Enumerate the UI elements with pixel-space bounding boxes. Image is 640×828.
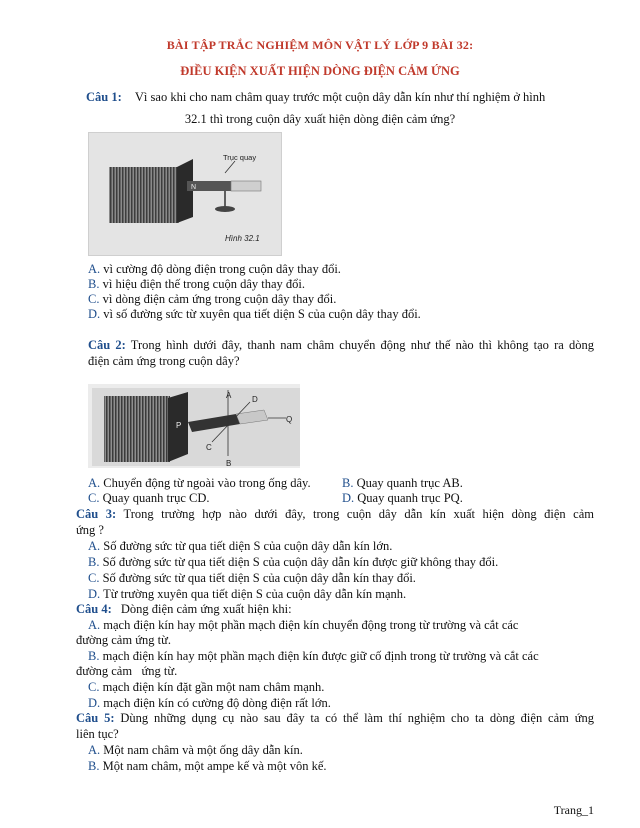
question-1-line-1 — [86, 90, 545, 105]
option-label: D. — [88, 307, 101, 321]
option-label: A. — [88, 476, 101, 490]
axis-label-d: D — [252, 395, 258, 404]
question-3-option-a — [88, 539, 392, 554]
option-label: C. — [88, 680, 100, 694]
option-text: Một nam châm, một ampe kế và một vôn kế. — [102, 759, 327, 773]
question-3-text: Trong trường hợp nào dưới đây, trong cuộn dây dẫn kín xuất hiện dòng điện cảm — [123, 507, 594, 521]
option-text: Quay quanh trục AB. — [356, 476, 463, 490]
question-5-option-a — [88, 743, 303, 758]
question-2-text: Trong hình dưới đây, thanh nam châm chuyển động như thế nào thì không tạo ra dòng — [130, 338, 594, 352]
question-4-option-b — [88, 649, 539, 664]
axis-label-c: C — [206, 443, 212, 452]
question-5-option-b — [88, 759, 327, 774]
question-1-option-d — [88, 307, 421, 322]
axis-label-p: P — [176, 421, 182, 430]
option-text: Quay quanh trục CD. — [102, 491, 210, 505]
question-2-option-a — [88, 476, 311, 491]
option-text: mạch điện kín đặt gần một nam châm mạnh. — [102, 680, 325, 694]
question-1-option-c — [88, 292, 336, 307]
question-2-option-d — [342, 491, 463, 506]
question-4-option-c — [88, 680, 324, 695]
question-5-label: Câu 5: — [76, 711, 115, 725]
coil-shape — [109, 167, 179, 223]
option-label: C. — [88, 571, 100, 585]
question-1-line-2: 32.1 thì trong cuộn dây xuất hiện dòng điện cảm ứng? — [184, 112, 456, 126]
question-3-label: Câu 3: — [76, 507, 117, 521]
question-4-text: Dòng điện cảm ứng xuất hiện khi: — [120, 602, 292, 616]
question-4-label: Câu 4: — [76, 602, 112, 616]
question-5-text: Dùng những dụng cụ nào sau đây ta có thể làm thí nghiệm cho ta dòng điện cảm ứng — [120, 711, 594, 725]
option-text: mạch điện kín có cường độ dòng điện rất lớn. — [103, 696, 331, 710]
option-label: B. — [342, 476, 354, 490]
option-text: mạch điện kín hay một phần mạch điện kín chuyển động trong từ trường và cắt các — [103, 618, 519, 632]
question-4-option-d — [88, 696, 331, 711]
figure-32-1 — [88, 132, 282, 256]
option-text: vì cường độ dòng điện trong cuộn dây thay đổi. — [103, 262, 341, 276]
magnet-light-half — [231, 181, 261, 191]
option-text: vì dòng điện cảm ứng trong cuộn dây thay đổi. — [102, 292, 337, 306]
question-3-option-b — [88, 555, 498, 570]
axis-label-b: B — [226, 459, 232, 468]
option-text: Từ trường xuyên qua tiết diện S của cuộn dây dẫn kín mạnh. — [103, 587, 407, 601]
question-1-option-b — [88, 277, 305, 292]
axis-label-q: Q — [286, 415, 293, 424]
question-4-option-a-cont: đường cảm ứng từ. — [76, 633, 171, 647]
axis-label-pointer — [225, 161, 235, 173]
option-label: D. — [342, 491, 355, 505]
question-3-line-2: ứng ? — [76, 523, 104, 537]
figure-magnet-axes — [88, 384, 300, 468]
figure-caption: Hình 32.1 — [225, 234, 260, 243]
option-label: C. — [88, 491, 100, 505]
option-text: mạch điện kín hay một phần mạch điện kín được giữ cố định trong từ trường và cắt các — [102, 649, 539, 663]
option-text: vì hiệu điện thế trong cuộn dây thay đổi. — [102, 277, 305, 291]
question-1-label: Câu 1: — [86, 90, 122, 104]
question-4-option-a — [88, 618, 518, 633]
option-label: C. — [88, 292, 100, 306]
option-label: B. — [88, 759, 100, 773]
question-2-line-1 — [88, 338, 594, 353]
page-footer: Trang_1 — [553, 803, 594, 817]
option-label: B. — [88, 277, 100, 291]
coil-shape — [104, 396, 170, 462]
axis-base — [215, 206, 235, 212]
question-2-option-b — [342, 476, 463, 491]
question-1-option-a — [88, 262, 341, 277]
question-5-line-1 — [76, 711, 594, 726]
option-label: A. — [88, 262, 101, 276]
option-text: Số đường sức từ qua tiết diện S của cuộn dây dẫn kín thay đổi. — [102, 571, 416, 585]
magnet-pole-label: N — [191, 184, 197, 191]
option-text: Quay quanh trục PQ. — [357, 491, 463, 505]
axis-label-a: A — [226, 391, 232, 400]
option-text: vì số đường sức từ xuyên qua tiết diện S của cuộn dây thay đổi. — [103, 307, 421, 321]
figure-magnet-axes-drawing — [88, 384, 300, 468]
question-1-text: Vì sao khi cho nam châm quay trước một cuộn dây dẫn kín như thí nghiệm ở hình — [134, 90, 546, 104]
question-5-line-2: liên tục? — [76, 727, 119, 741]
question-2-line-2: điện cảm ứng trong cuộn dây? — [88, 354, 240, 368]
option-label: B. — [88, 649, 100, 663]
document-title: BÀI TẬP TRẮC NGHIỆM MÔN VẬT LÝ LỚP 9 BÀI 32: — [166, 38, 474, 52]
option-label: D. — [88, 696, 101, 710]
option-label: B. — [88, 555, 100, 569]
option-text: Số đường sức từ qua tiết diện S của cuộn dây dẫn kín được giữ không thay đổi. — [102, 555, 499, 569]
option-label: A. — [88, 618, 101, 632]
question-4-line-1 — [76, 602, 292, 617]
question-3-option-c — [88, 571, 416, 586]
question-3-line-1 — [76, 507, 594, 522]
question-3-option-d — [88, 587, 406, 602]
option-text: Một nam châm và một ống dây dẫn kín. — [103, 743, 303, 757]
document-subtitle: ĐIỀU KIỆN XUẤT HIỆN DÒNG ĐIỆN CẢM ỨNG — [180, 64, 460, 78]
question-4-option-b-cont: đường cảm ứng từ. — [76, 664, 178, 678]
option-text: Số đường sức từ qua tiết diện S của cuộn dây dẫn kín lớn. — [103, 539, 393, 553]
axis-label: Trục quay — [223, 153, 257, 162]
option-label: A. — [88, 539, 101, 553]
option-text: Chuyển động từ ngoài vào trong ống dây. — [103, 476, 311, 490]
question-2-label: Câu 2: — [88, 338, 126, 352]
option-label: A. — [88, 743, 101, 757]
figure-32-1-drawing — [89, 133, 281, 255]
option-label: D. — [88, 587, 101, 601]
question-2-option-c — [88, 491, 210, 506]
